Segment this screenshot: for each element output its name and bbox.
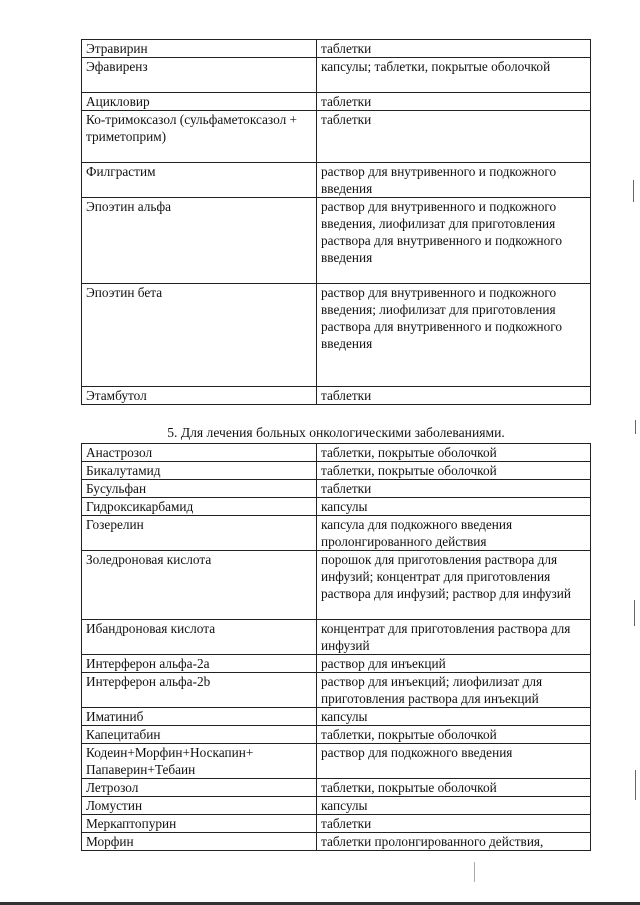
table-row [82, 708, 591, 726]
drug-name-cell: Морфин [82, 833, 317, 851]
table-row [82, 163, 591, 198]
dosage-form-cell: раствор для инъекций; лиофилизат для приготовления раствора для инъекций [317, 673, 591, 708]
dosage-form-cell: таблетки, покрытые оболочкой [317, 444, 591, 462]
dosage-form-cell: таблетки [317, 480, 591, 498]
drug-name-cell: Ибандроновая кислота [82, 620, 317, 655]
dosage-form-cell: таблетки пролонгированного действия, [317, 833, 591, 851]
drug-name-cell: Летрозол [82, 779, 317, 797]
drug-name-cell: Гидроксикарбамид [82, 498, 317, 516]
drug-name-cell: Филграстим [82, 163, 317, 198]
dosage-form-cell: капсула для подкожного введения пролонгированного действия [317, 516, 591, 551]
table-row [82, 815, 591, 833]
table-row [82, 726, 591, 744]
dosage-form-cell: капсулы [317, 498, 591, 516]
drug-name-cell: Этравирин [82, 40, 317, 58]
table-row [82, 198, 591, 284]
dosage-form-cell: таблетки [317, 815, 591, 833]
scan-artifact [634, 600, 635, 626]
scan-artifact [633, 180, 634, 202]
dosage-form-cell: капсулы [317, 797, 591, 815]
table-row [82, 480, 591, 498]
table-row [82, 744, 591, 779]
drug-name-cell: Интерферон альфа-2b [82, 673, 317, 708]
table-row [82, 40, 591, 58]
drug-name-cell: Меркаптопурин [82, 815, 317, 833]
drug-name-cell: Этамбутол [82, 387, 317, 405]
drug-name-cell: Эпоэтин альфа [82, 198, 317, 284]
dosage-form-cell: капсулы [317, 708, 591, 726]
table-row [82, 620, 591, 655]
drug-name-cell: Золедроновая кислота [82, 551, 317, 620]
dosage-form-cell: раствор для внутривенного и подкожного введения; лиофилизат для приготовления раствора для внутривенного и подкожного введения [317, 284, 591, 387]
drug-name-cell: Эпоэтин бета [82, 284, 317, 387]
dosage-form-cell: капсулы; таблетки, покрытые оболочкой [317, 58, 591, 93]
dosage-form-cell: таблетки [317, 93, 591, 111]
medicines-table-continued [81, 39, 591, 405]
table-row [82, 58, 591, 93]
drug-name-cell: Ко-тримоксазол (сульфаметоксазол + триметоприм) [82, 111, 317, 163]
table-row [82, 444, 591, 462]
drug-name-cell: Интерферон альфа-2а [82, 655, 317, 673]
table-row [82, 797, 591, 815]
table-row [82, 498, 591, 516]
dosage-form-cell: раствор для инъекций [317, 655, 591, 673]
dosage-form-cell: таблетки [317, 111, 591, 163]
drug-name-cell: Кодеин+Морфин+Носкапин+ Папаверин+Тебаин [82, 744, 317, 779]
drug-name-cell: Капецитабин [82, 726, 317, 744]
dosage-form-cell: таблетки [317, 40, 591, 58]
scan-artifact [635, 770, 636, 800]
dosage-form-cell: порошок для приготовления раствора для инфузий; концентрат для приготовления раствора для инфузий; раствор для инфузий [317, 551, 591, 620]
dosage-form-cell: раствор для внутривенного и подкожного введения, лиофилизат для приготовления раствора для внутривенного и подкожного введения [317, 198, 591, 284]
dosage-form-cell: раствор для подкожного введения [317, 744, 591, 779]
dosage-form-cell: раствор для внутривенного и подкожного введения [317, 163, 591, 198]
table-row [82, 516, 591, 551]
table-row [82, 93, 591, 111]
dosage-form-cell: таблетки, покрытые оболочкой [317, 726, 591, 744]
drug-name-cell: Ацикловир [82, 93, 317, 111]
dosage-form-cell: таблетки, покрытые оболочкой [317, 462, 591, 480]
table-row [82, 779, 591, 797]
drug-name-cell: Бусульфан [82, 480, 317, 498]
oncology-medicines-table [81, 443, 591, 851]
table-row [82, 111, 591, 163]
table-row [82, 284, 591, 387]
drug-name-cell: Ломустин [82, 797, 317, 815]
drug-name-cell: Эфавиренз [82, 58, 317, 93]
table-row [82, 387, 591, 405]
section-heading: 5. Для лечения больных онкологическими заболеваниями. [167, 425, 505, 440]
drug-name-cell: Бикалутамид [82, 462, 317, 480]
drug-name-cell: Гозерелин [82, 516, 317, 551]
drug-name-cell: Иматиниб [82, 708, 317, 726]
table-row [82, 551, 591, 620]
dosage-form-cell: таблетки, покрытые оболочкой [317, 779, 591, 797]
scan-artifact [635, 420, 636, 434]
table-row [82, 673, 591, 708]
drug-name-cell: Анастрозол [82, 444, 317, 462]
dosage-form-cell: концентрат для приготовления раствора для инфузий [317, 620, 591, 655]
scan-artifact [474, 862, 475, 882]
table-row [82, 833, 591, 851]
table-row [82, 462, 591, 480]
dosage-form-cell: таблетки [317, 387, 591, 405]
table-row [82, 655, 591, 673]
